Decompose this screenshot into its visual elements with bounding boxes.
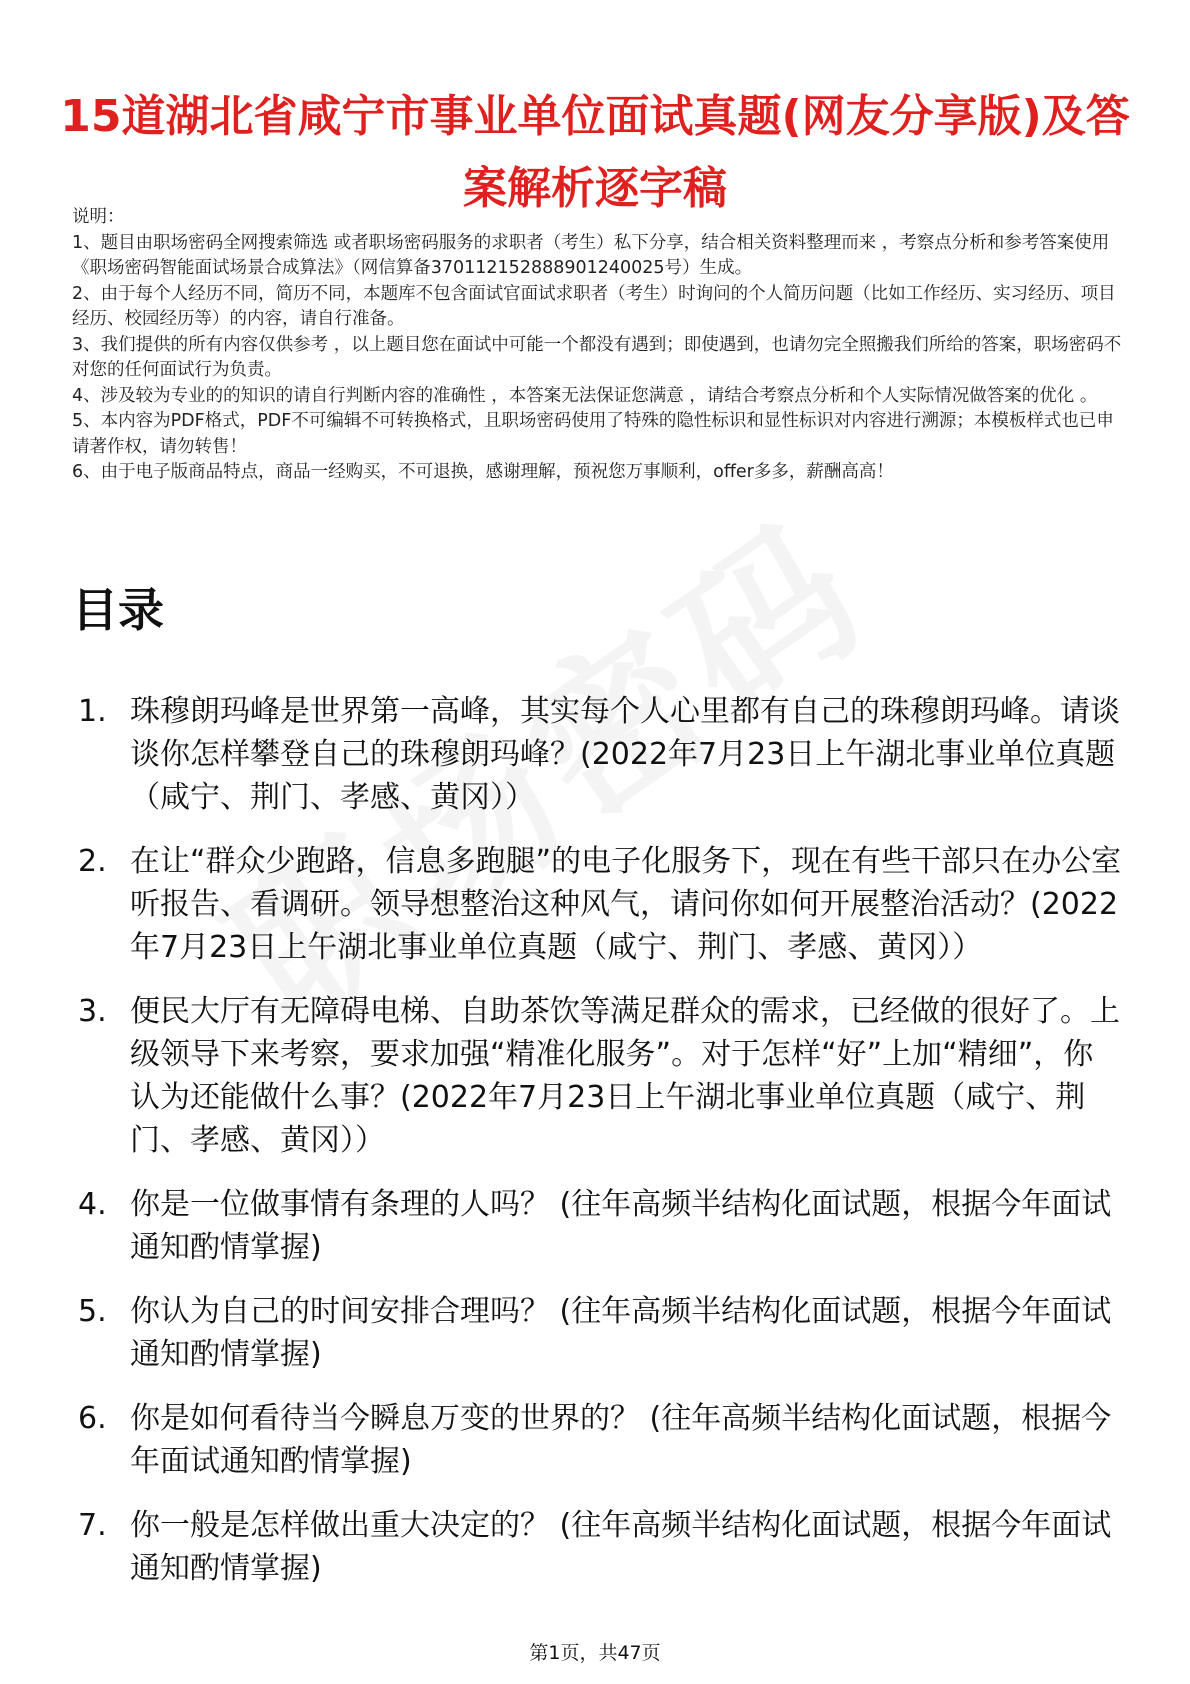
toc-item-text: 你是如何看待当今瞬息万变的世界的？ (往年高频半结构化面试题，根据今年面试通知酌情掌握): [130, 1401, 1112, 1479]
toc-item[interactable]: [72, 1290, 1122, 1376]
notes-item: 3、我们提供的所有内容仅供参考 ，以上题目您在面试中可能一个都没有遇到；即使遇到，也请勿完全照搬我们所给的答案，职场密码不对您的任何面试行为负责。: [72, 334, 1122, 380]
notes-heading: 说明：: [72, 207, 125, 227]
toc-item-number: 1.: [78, 694, 107, 729]
page-footer: 第1页，共47页: [529, 1642, 661, 1664]
document-title: 15道湖北省咸宁市事业单位面试真题(网友分享版)及答案解析逐字稿: [60, 91, 1130, 215]
toc-item[interactable]: [72, 1504, 1122, 1590]
notes-item: 1、题目由职场密码全网搜索筛选 或者职场密码服务的求职者（考生）私下分享，结合相关资料整理而来 ，考察点分析和参考答案使用《职场密码智能面试场景合成算法》（网信算备370112152888901240025号）生成。: [72, 232, 1110, 278]
toc-item[interactable]: [72, 1183, 1122, 1269]
toc-item-number: 6.: [78, 1401, 107, 1436]
toc-item-number: 4.: [78, 1187, 107, 1222]
toc-item[interactable]: [72, 1397, 1122, 1483]
toc-item-number: 3.: [78, 994, 107, 1029]
toc-item-number: 5.: [78, 1294, 107, 1329]
notes-item: 6、由于电子版商品特点，商品一经购买，不可退换，感谢理解，预祝您万事顺利，offer多多，薪酬高高！: [72, 462, 894, 482]
toc-item-text: 你认为自己的时间安排合理吗？ (往年高频半结构化面试题，根据今年面试通知酌情掌握): [130, 1294, 1112, 1372]
toc-item-text: 珠穆朗玛峰是世界第一高峰，其实每个人心里都有自己的珠穆朗玛峰。请谈谈你怎样攀登自己的珠穆朗玛峰？(2022年7月23日上午湖北事业单位真题（咸宁、荆门、孝感、黄冈））: [130, 694, 1120, 815]
toc-item[interactable]: [72, 840, 1122, 969]
notes-item: 2、由于每个人经历不同，简历不同，本题库不包含面试官面试求职者（考生）时询问的个人简历问题（比如工作经历、实习经历、项目经历、校园经历等）的内容，请自行准备。: [72, 283, 1116, 329]
toc-item-text: 便民大厅有无障碍电梯、自助茶饮等满足群众的需求，已经做的很好了。上级领导下来考察，要求加强“精准化服务”。对于怎样“好”上加“精细”，你认为还能做什么事？(2022年7月23日上午湖北事业单位真题（咸宁、荆门、孝感、黄冈））: [130, 994, 1120, 1158]
toc-item-text: 在让“群众少跑路，信息多跑腿”的电子化服务下，现在有些干部只在办公室听报告、看调研。领导想整治这种风气，请问你如何开展整治活动？(2022年7月23日上午湖北事业单位真题（咸宁、荆门、孝感、黄冈））: [130, 844, 1122, 965]
notes-item: 5、本内容为PDF格式，PDF不可编辑不可转换格式，且职场密码使用了特殊的隐性标识和显性标识对内容进行溯源；本模板样式也已申请著作权，请勿转售！: [72, 411, 1114, 457]
toc-item[interactable]: [72, 690, 1122, 819]
notes-item: 4、涉及较为专业的的知识的请自行判断内容的准确性 ，本答案无法保证您满意 ，请结合考察点分析和个人实际情况做答案的优化 。: [72, 385, 1098, 406]
toc-item-number: 2.: [78, 844, 107, 879]
toc-list: [72, 690, 1122, 1611]
toc-heading: 目录: [72, 583, 164, 637]
notes-section: [72, 205, 1122, 486]
toc-item-text: 你一般是怎样做出重大决定的？ (往年高频半结构化面试题，根据今年面试通知酌情掌握): [130, 1508, 1112, 1586]
toc-item-text: 你是一位做事情有条理的人吗？ (往年高频半结构化面试题，根据今年面试通知酌情掌握): [130, 1187, 1112, 1265]
toc-item[interactable]: [72, 990, 1122, 1162]
toc-item-number: 7.: [78, 1508, 107, 1543]
